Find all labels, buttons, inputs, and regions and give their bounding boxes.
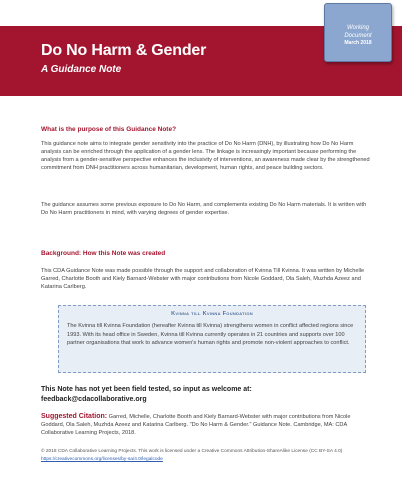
working-document-badge (324, 3, 392, 62)
badge-line-1: Working (346, 25, 369, 32)
document-subtitle: A Guidance Note (41, 64, 122, 75)
notice-text: This Note has not yet been field tested, so input as welcome at: (41, 386, 252, 393)
badge-date: March 2018 (344, 39, 372, 46)
purpose-paragraph-2: The guidance assumes some previous exposure to Do No Harm, and complements existing Do No Harm materials. It is written with Do No Harm practitioners in mind, with varying degrees of gender expertise. (41, 202, 367, 216)
document-title: Do No Harm & Gender (41, 42, 207, 59)
license-link[interactable]: https://creativecommons.org/licenses/by-sa/4.0/legalcode (41, 456, 163, 462)
field-test-notice (41, 385, 371, 405)
citation-label: Suggested Citation: (41, 413, 108, 420)
badge-line-2: Document (344, 32, 372, 39)
callout-title: Kvinna till Kvinna Foundation (171, 311, 253, 317)
purpose-heading: What is the purpose of this Guidance Note? (41, 126, 177, 133)
background-paragraph: This CDA Guidance Note was made possible through the support and collaboration of Kvinna Till Kvinna. It was written by Michelle Garred, Charlotte Booth and Kiely Barnard-Webster with major contributions from Nicole Goddard, Ola Saleh, Muzhda Azeez and Katarina Carlberg. (41, 268, 365, 290)
feedback-email[interactable]: feedback@cdacollaborative.org (41, 396, 147, 403)
citation-text: Garred, Michelle, Charlotte Booth and Kiely Barnard-Webster with major contributions from Nicole Goddard, Ola Saleh, Muzhda Azeez and Katarina Carlberg. "Do No Harm & Gender." Guidance Note. Cambridge, MA: CDA Collaborative Learning Projects, 2018. (41, 414, 351, 436)
kvinna-callout-box (58, 305, 366, 373)
license-text: © 2018 CDA Collaborative Learning Projects. This work is licensed under a Creative Commons Attribution-ShareAlike License (CC BY-SA 4.0) (41, 449, 343, 454)
purpose-paragraph-1: This guidance note aims to integrate gender sensitivity into the practice of Do No Harm (DNH), by illustrating how Do No Harm analysis can be enriched through the application of a gender lens. The linkage is increasingly important because performing the analysis from a gender-sensitive perspective enhances the inclusivity of interventions, an awareness made clear by the strengthened commitment from DNH practitioners across humanitarian, development, human rights, and peace building sectors. (41, 141, 370, 171)
suggested-citation (41, 413, 371, 437)
callout-body: The Kvinna till Kvinna Foundation (hereafter Kvinna till Kvinna) strengthens women in conflict affected regions since 1993. With its head office in Sweden, Kvinna till Kvinna currently operates in 21 countries and supports over 100 partner organisations that work to advance women's human rights and promote non-violent approaches to conflict. (67, 323, 354, 346)
background-heading: Background: How this Note was created (41, 250, 166, 257)
license-notice (41, 448, 371, 463)
